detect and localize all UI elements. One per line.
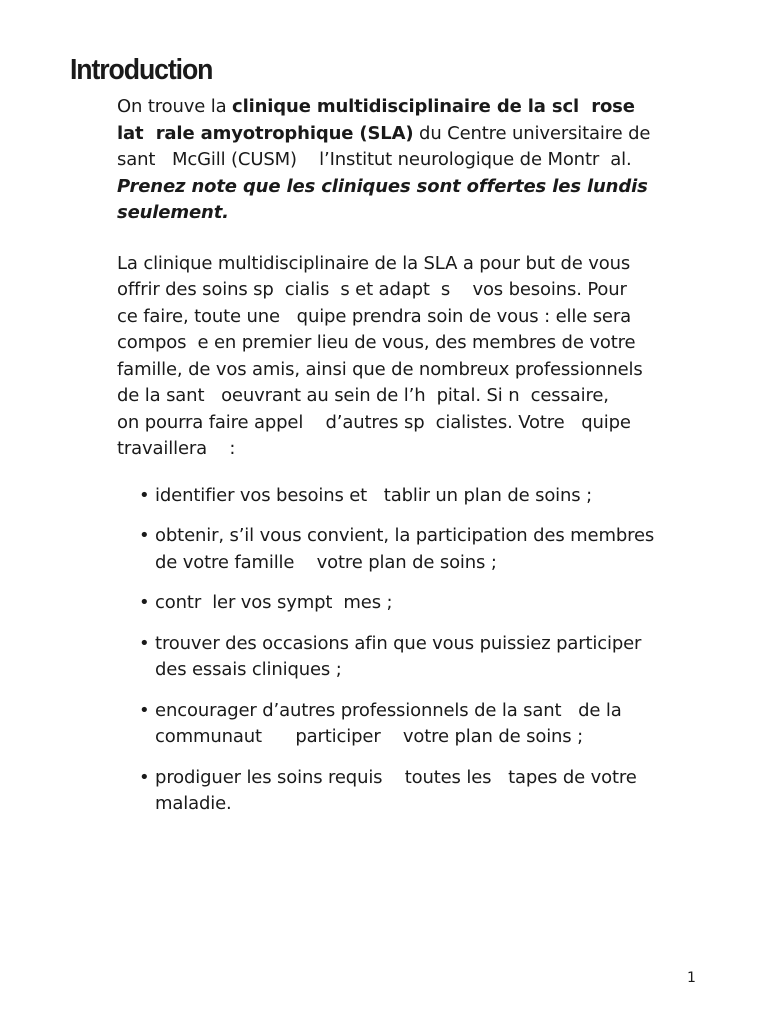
- text-line: sant McGill (CUSM) l’Institut neurologique de Montr al.: [117, 149, 632, 170]
- text-line: des essais cliniques ;: [155, 659, 342, 680]
- list-item: [139, 698, 717, 751]
- text-line: • identifier vos besoins et tablir un plan de soins ;: [139, 484, 593, 506]
- list-item: [139, 765, 717, 818]
- text-line: travaillera :: [117, 438, 236, 459]
- text-line: de votre famille votre plan de soins ;: [155, 551, 497, 573]
- document-body: [117, 94, 717, 832]
- list-item: [139, 590, 717, 617]
- text-line: communaut participer votre plan de soins ;: [155, 726, 584, 747]
- text-run: On trouve la: [117, 96, 233, 117]
- text-line: famille, de vos amis, ainsi que de nombreux professionnels: [117, 358, 643, 380]
- bullet-list: [139, 483, 717, 818]
- text-line: offrir des soins sp cialis s et adapt s vos besoins. Pour: [117, 279, 627, 300]
- intro-paragraph: [117, 94, 717, 227]
- bold-italic-note: Prenez note que les cliniques sont offertes les lundis: [117, 175, 648, 197]
- text-line: ce faire, toute une quipe prendra soin de vous : elle sera: [117, 305, 631, 327]
- text-line: • prodiguer les soins requis toutes les tapes de votre: [139, 766, 637, 788]
- text-line: on pourra faire appel d’autres sp cialistes. Votre quipe: [117, 411, 631, 433]
- bold-text: lat rale amyotrophique (SLA): [117, 122, 414, 144]
- list-item: [139, 631, 717, 684]
- bold-text: clinique multidisciplinaire de la scl rose: [232, 96, 635, 117]
- list-item: [139, 523, 717, 576]
- text-line: maladie.: [155, 793, 232, 814]
- text-line: • trouver des occasions afin que vous puissiez participer: [139, 632, 642, 654]
- text-line: [117, 94, 717, 121]
- text-run: du Centre universitaire de: [413, 122, 651, 144]
- text-line: compos e en premier lieu de vous, des membres de votre: [117, 332, 636, 353]
- page-title: Introduction: [70, 54, 213, 86]
- list-item: [139, 483, 717, 510]
- text-line: • encourager d’autres professionnels de la sant de la: [139, 699, 622, 721]
- text-line: La clinique multidisciplinaire de la SLA a pour but de vous: [117, 252, 631, 274]
- description-paragraph: [117, 251, 717, 463]
- text-line: de la sant oeuvrant au sein de l’h pital. Si n cessaire,: [117, 385, 609, 406]
- text-line: [117, 121, 717, 148]
- page-number: 1: [687, 970, 696, 986]
- bold-italic-note: seulement.: [117, 202, 229, 223]
- text-line: • obtenir, s’il vous convient, la participation des membres: [139, 525, 655, 546]
- text-line: • contr ler vos sympt mes ;: [139, 592, 393, 613]
